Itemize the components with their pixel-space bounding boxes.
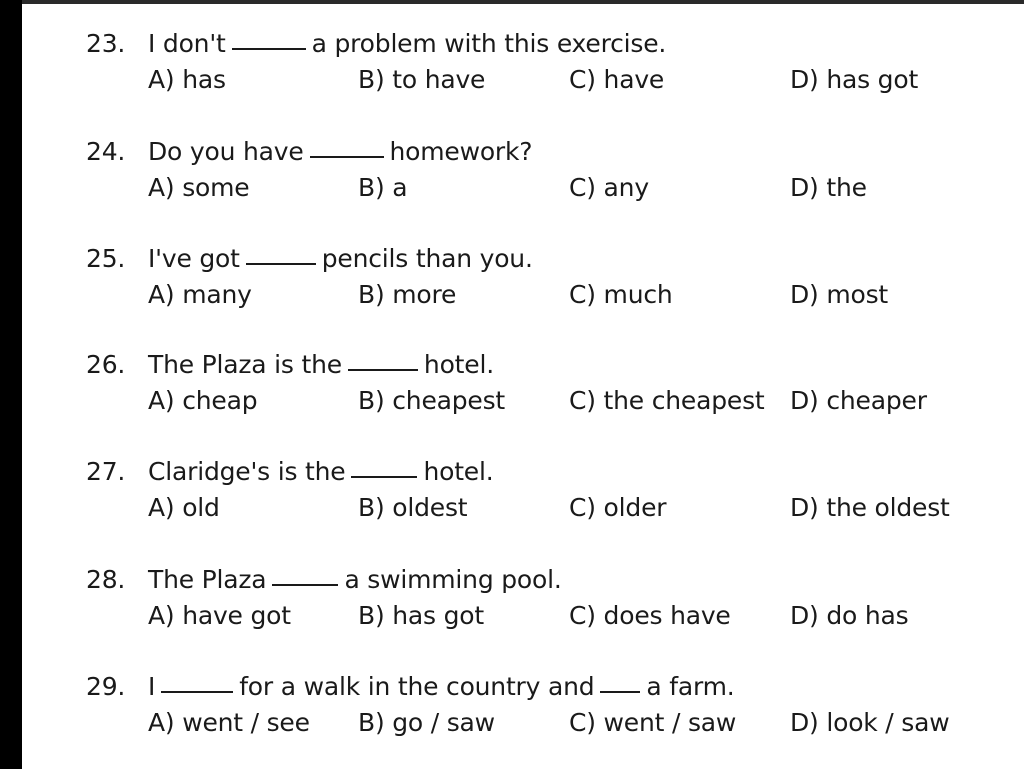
option-c[interactable]: C) any (569, 173, 649, 202)
option-d[interactable]: D) cheaper (790, 386, 927, 415)
question-number: 25. (86, 244, 126, 273)
stem-text-3: a farm. (646, 672, 735, 701)
option-a[interactable]: A) old (148, 493, 220, 522)
question-24 (0, 136, 1024, 216)
option-b[interactable]: B) more (358, 280, 457, 309)
question-29 (0, 671, 1024, 751)
question-27 (0, 456, 1024, 536)
answer-blank (232, 48, 306, 50)
stem-text-2: homework? (389, 137, 533, 166)
question-stem (86, 349, 494, 381)
stem-text-1: Do you have (148, 137, 304, 166)
question-number: 29. (86, 672, 126, 701)
question-number: 23. (86, 29, 126, 58)
option-b[interactable]: B) cheapest (358, 386, 506, 415)
question-25 (0, 243, 1024, 323)
stem-text-1: I (148, 672, 156, 701)
stem-text-1: The Plaza (148, 565, 267, 594)
option-d[interactable]: D) do has (790, 601, 909, 630)
answer-blank (348, 369, 418, 371)
question-stem (86, 243, 533, 275)
stem-text-2: a swimming pool. (344, 565, 562, 594)
stem-text-2: pencils than you. (321, 244, 533, 273)
answer-blank (161, 691, 233, 693)
question-stem (86, 456, 494, 488)
question-stem (86, 671, 735, 703)
question-26 (0, 349, 1024, 429)
top-border (0, 0, 1024, 4)
question-stem (86, 564, 562, 596)
stem-text-2: hotel. (423, 457, 494, 486)
answer-blank (600, 691, 640, 693)
option-d[interactable]: D) has got (790, 65, 919, 94)
option-d[interactable]: D) most (790, 280, 889, 309)
question-23 (0, 28, 1024, 108)
option-c[interactable]: C) the cheapest (569, 386, 765, 415)
question-number: 26. (86, 350, 126, 379)
question-stem (86, 136, 532, 168)
stem-text-1: Claridge's is the (148, 457, 346, 486)
option-c[interactable]: C) does have (569, 601, 731, 630)
answer-blank (246, 263, 316, 265)
answer-blank (310, 156, 384, 158)
question-number: 24. (86, 137, 126, 166)
option-d[interactable]: D) the (790, 173, 867, 202)
option-d[interactable]: D) the oldest (790, 493, 950, 522)
option-a[interactable]: A) has (148, 65, 226, 94)
question-number: 27. (86, 457, 126, 486)
question-stem (86, 28, 666, 60)
option-c[interactable]: C) much (569, 280, 673, 309)
option-c[interactable]: C) older (569, 493, 667, 522)
stem-text-2: a problem with this exercise. (311, 29, 667, 58)
option-b[interactable]: B) a (358, 173, 408, 202)
option-d[interactable]: D) look / saw (790, 708, 950, 737)
option-a[interactable]: A) cheap (148, 386, 258, 415)
option-c[interactable]: C) went / saw (569, 708, 737, 737)
option-a[interactable]: A) many (148, 280, 252, 309)
option-b[interactable]: B) go / saw (358, 708, 495, 737)
stem-text-2: for a walk in the country and (239, 672, 595, 701)
option-a[interactable]: A) have got (148, 601, 291, 630)
answer-blank (272, 584, 338, 586)
question-28 (0, 564, 1024, 644)
stem-text-2: hotel. (423, 350, 494, 379)
answer-blank (351, 476, 417, 478)
stem-text-1: I've got (148, 244, 240, 273)
option-b[interactable]: B) to have (358, 65, 486, 94)
option-c[interactable]: C) have (569, 65, 665, 94)
question-number: 28. (86, 565, 126, 594)
option-a[interactable]: A) some (148, 173, 250, 202)
stem-text-1: The Plaza is the (148, 350, 342, 379)
option-b[interactable]: B) oldest (358, 493, 468, 522)
option-b[interactable]: B) has got (358, 601, 484, 630)
option-a[interactable]: A) went / see (148, 708, 310, 737)
stem-text-1: I don't (148, 29, 226, 58)
